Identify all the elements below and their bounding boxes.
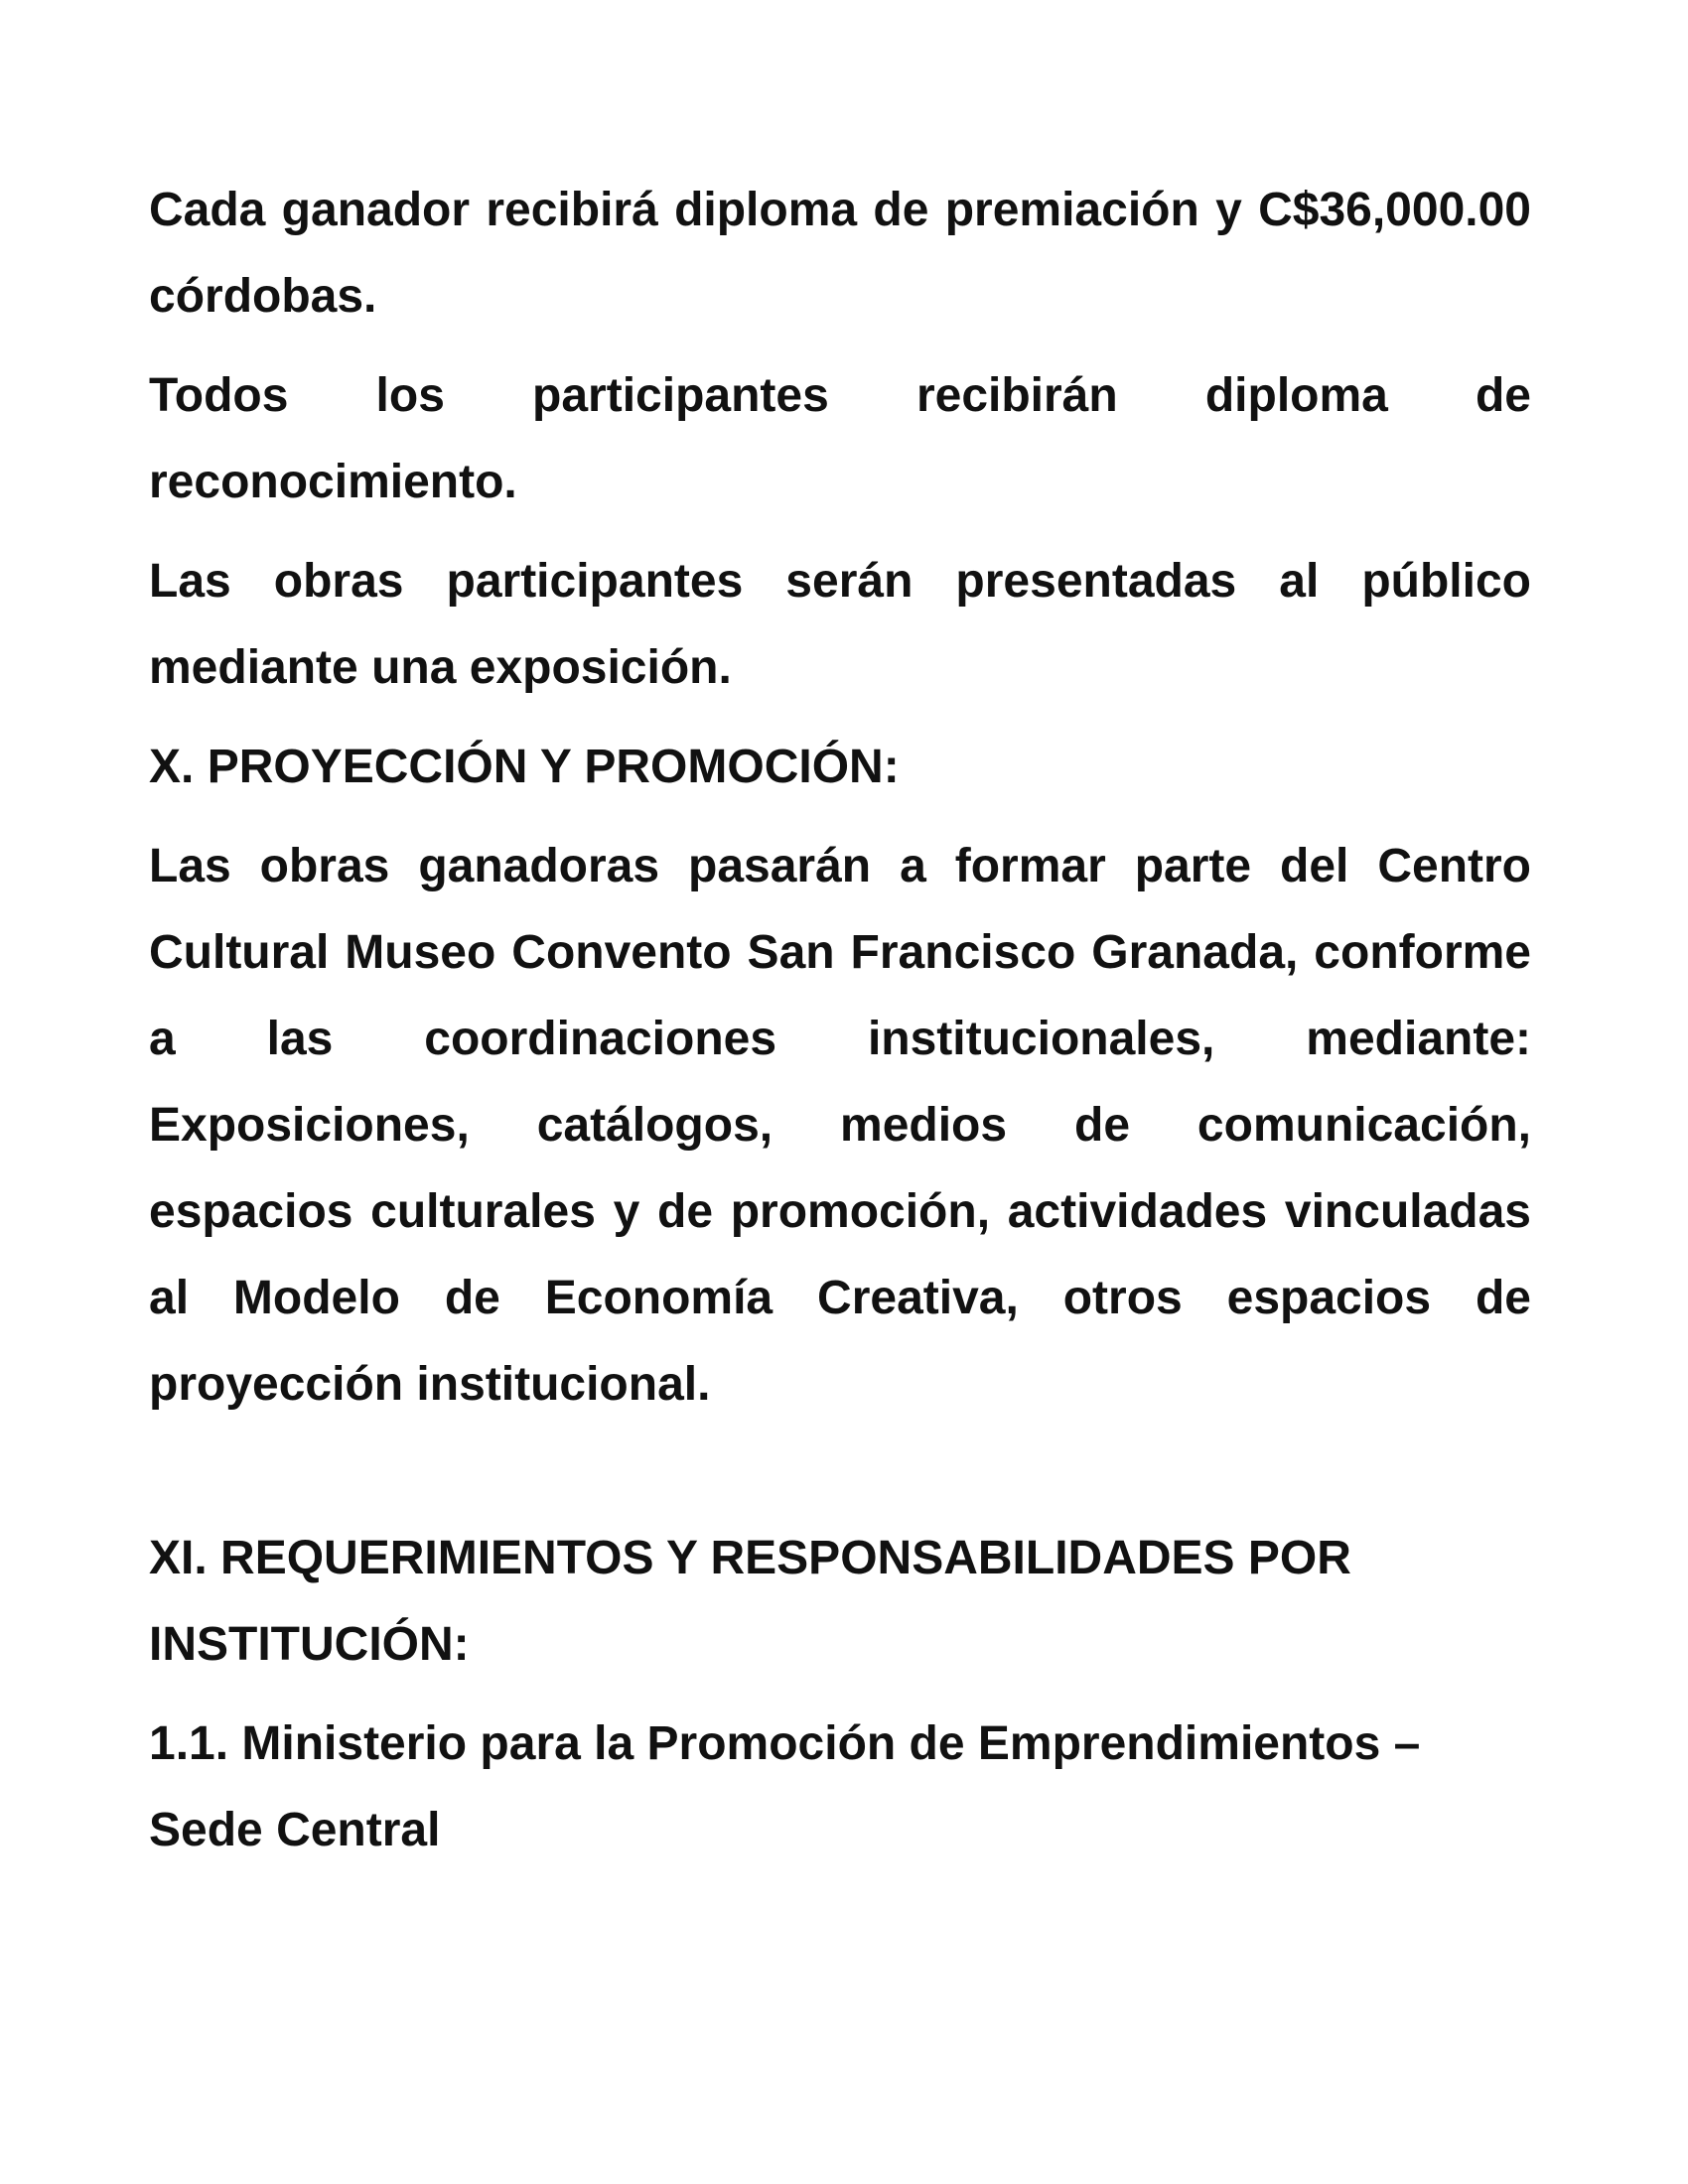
section-xi-heading: XI. REQUERIMIENTOS Y RESPONSABILIDADES POR INSTITUCIÓN: [149,1532,1351,1671]
award-paragraph: Cada ganador recibirá diploma de premiación y C$36,000.00 córdobas. [149,184,1531,323]
section-xi-subheading: 1.1. Ministerio para la Promoción de Emprendimientos – Sede Central [149,1717,1421,1856]
section-x-heading: X. PROYECCIÓN Y PROMOCIÓN: [149,741,900,793]
exhibition-paragraph: Las obras participantes serán presentadas al público mediante una exposición. [149,555,1531,694]
section-spacer [149,1440,1531,1515]
section-x-body: Las obras ganadoras pasarán a formar parte del Centro Cultural Museo Convento San Francisco Granada, conforme a las coordinaciones institucionales, mediante: Exposiciones, catálogos, medios de comunicación, espacios culturales y de promoción, actividades vinculadas al Modelo de Economía Creativa, otros espacios de proyección institucional. [149,840,1531,1411]
document-body [149,167,1531,1886]
recognition-paragraph: Todos los participantes recibirán diploma de reconocimiento. [149,369,1531,508]
